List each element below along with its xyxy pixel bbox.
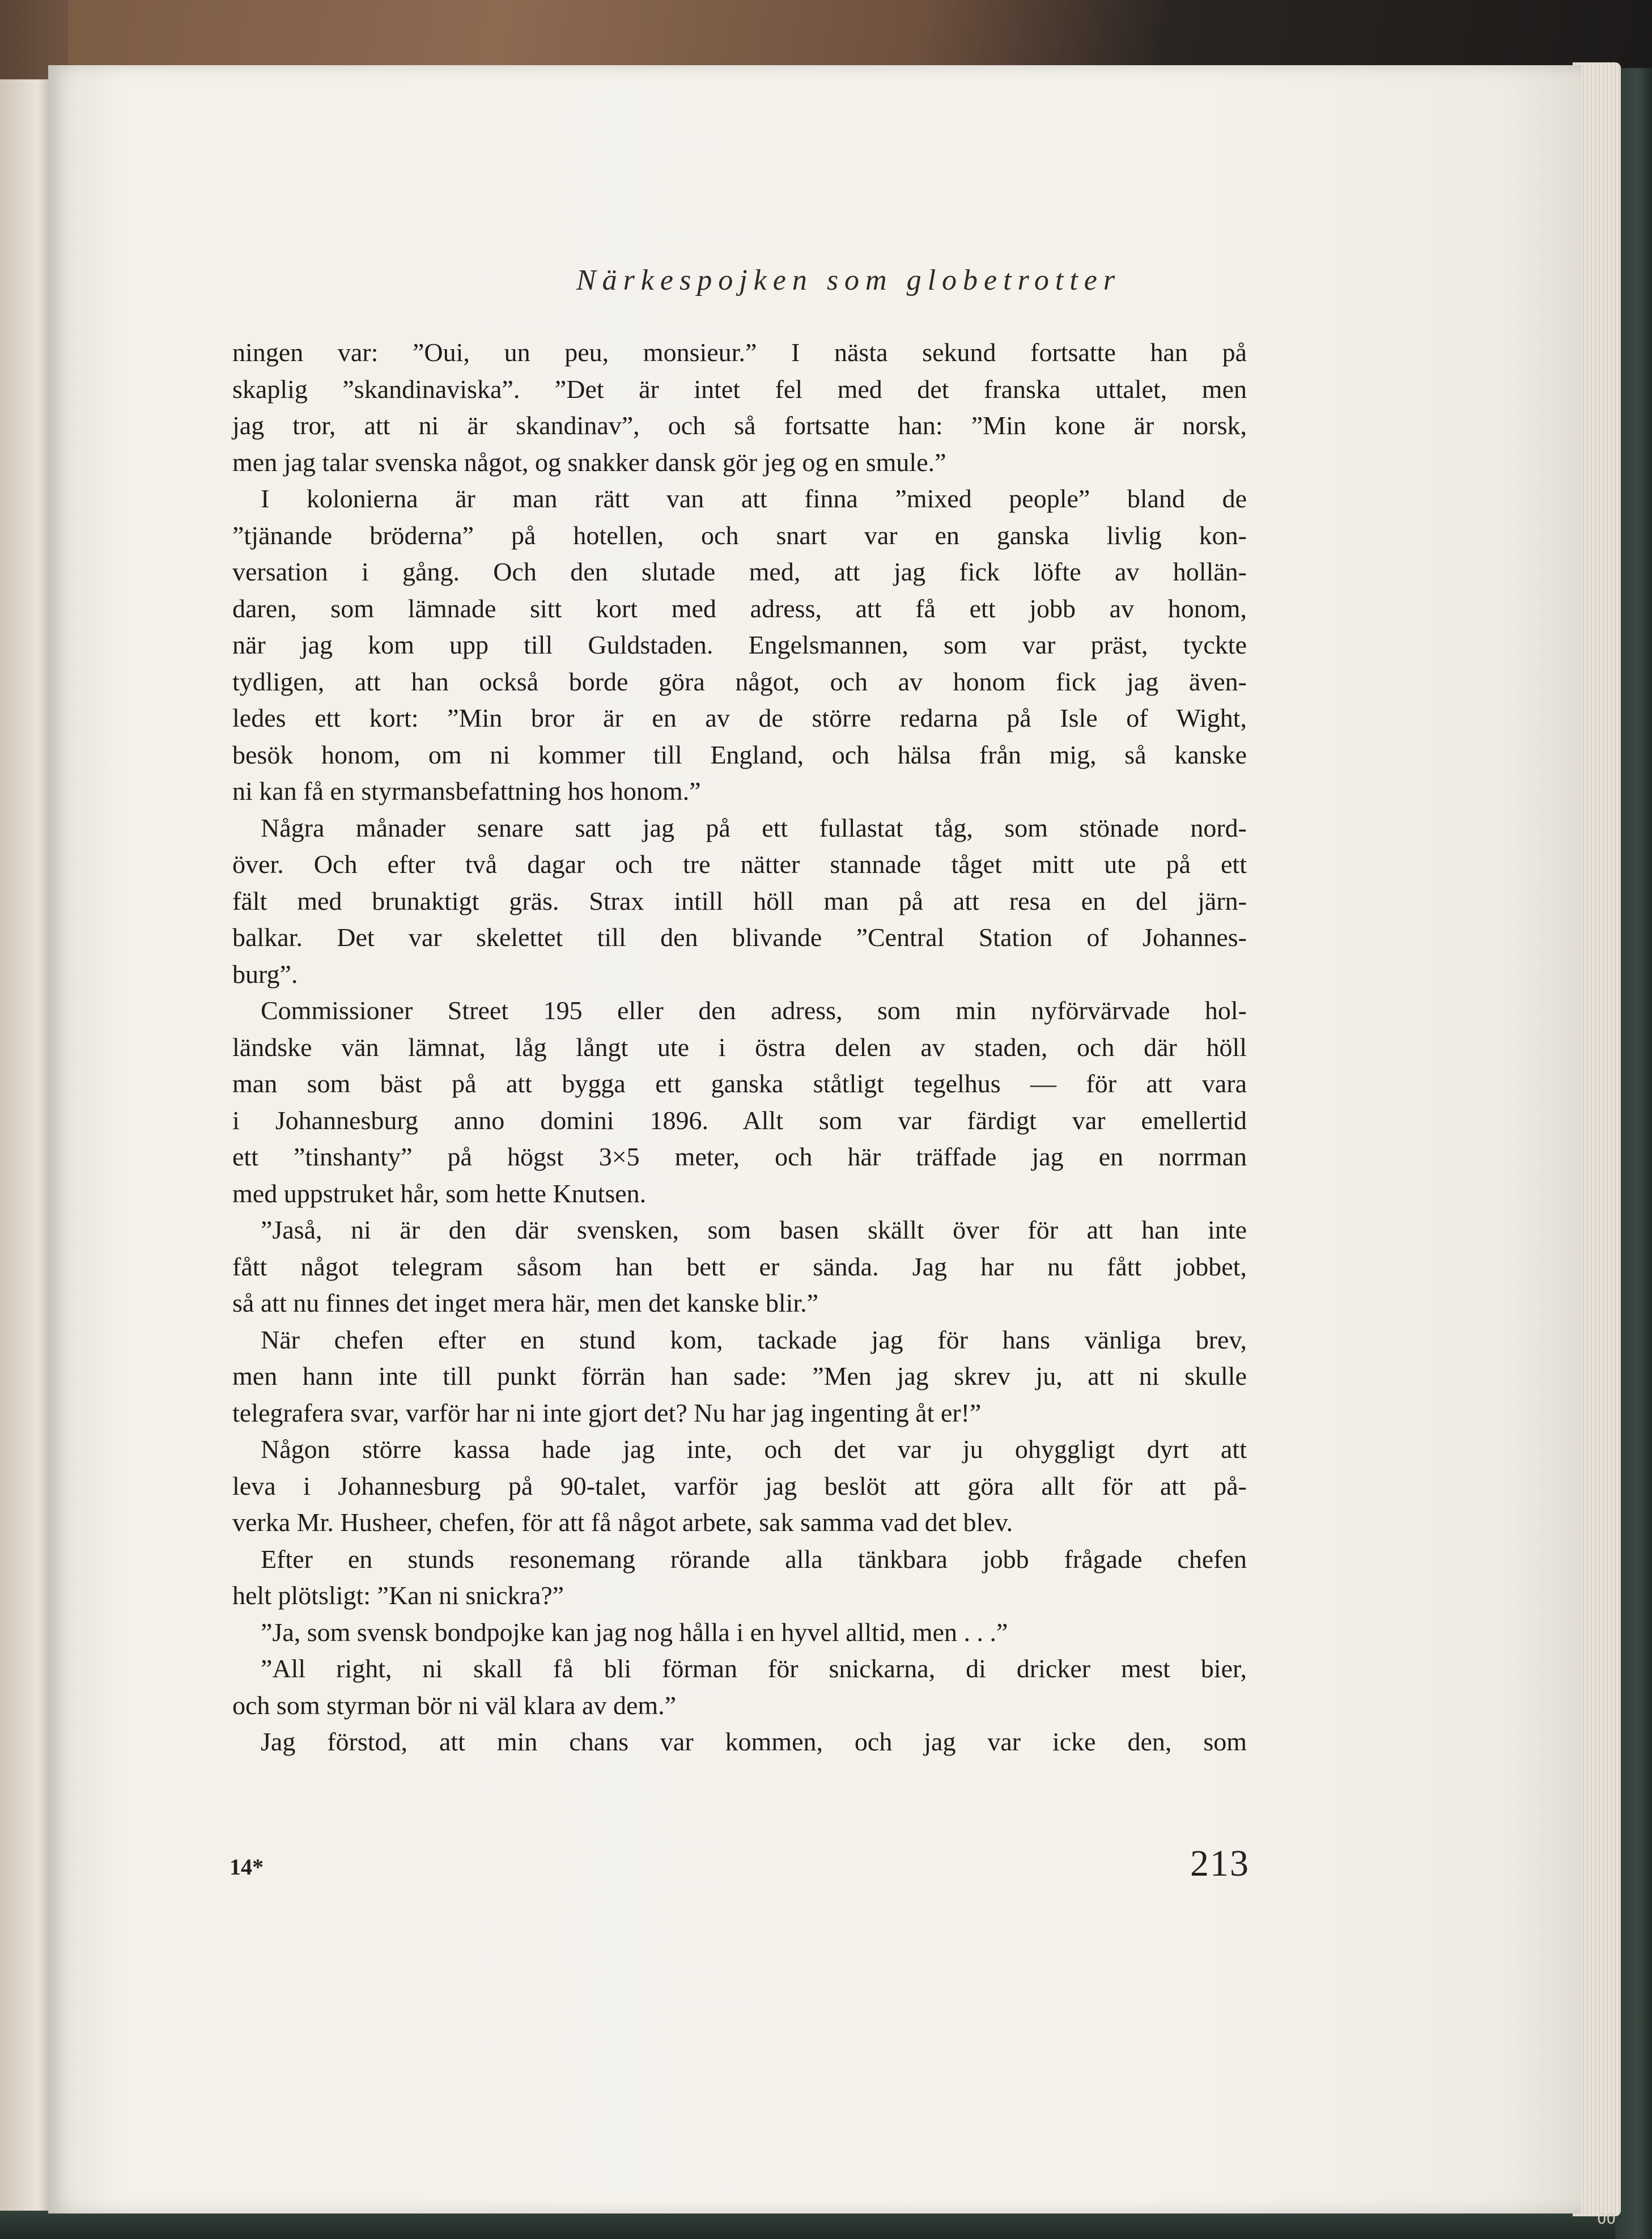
text-line: så att nu finnes det inget mera här, men det kanske blir.” — [232, 1288, 819, 1317]
text-line: burg”. — [232, 959, 298, 989]
text-line: ”tjänande bröderna” på hotellen, och snart var en ganska livlig kon- — [232, 520, 1247, 550]
text-line: när jag kom upp till Guldstaden. Engelsmannen, som var präst, tyckte — [232, 630, 1247, 659]
running-head: Närkespojken som globetrotter — [576, 264, 1122, 296]
text-line: ”Ja, som svensk bondpojke kan jag nog hålla i en hyvel alltid, men . . .” — [261, 1617, 1008, 1647]
text-line: ett ”tinshanty” på högst 3×5 meter, och här träffade jag en norrman — [232, 1142, 1247, 1171]
text-line: ledes ett kort: ”Min bror är en av de större redarna på Isle of Wight, — [232, 703, 1247, 732]
text-line: tydligen, att han också borde göra något, och av honom fick jag även- — [232, 667, 1247, 696]
text-line: balkar. Det var skelettet till den blivande ”Central Station of Johannes- — [232, 923, 1247, 952]
text-line: Efter en stunds resonemang rörande alla tänkbara jobb frågade chefen — [261, 1544, 1247, 1574]
text-line: Jag förstod, att min chans var kommen, och jag var icke den, som — [261, 1727, 1247, 1756]
book-page — [48, 65, 1581, 2213]
text-line: men jag talar svenska något, og snakker dansk gör jeg og en smule.” — [232, 447, 946, 477]
text-line: i Johannesburg anno domini 1896. Allt som var färdigt var emellertid — [232, 1105, 1247, 1135]
text-line: versation i gång. Och den slutade med, att jag fick löfte av hollän- — [232, 557, 1247, 586]
text-line: skaplig ”skandinaviska”. ”Det är intet fel med det franska uttalet, men — [232, 374, 1247, 404]
text-line: ländske vän lämnat, låg långt ute i östra delen av staden, och där höll — [232, 1032, 1247, 1062]
text-line: Någon större kassa hade jag inte, och det var ju ohyggligt dyrt att — [261, 1435, 1247, 1464]
text-line: daren, som lämnade sitt kort med adress, att få ett jobb av honom, — [232, 593, 1247, 623]
text-line: jag tror, att ni är skandinav”, och så fortsatte han: ”Min kone är norsk, — [232, 411, 1247, 440]
body-text — [232, 334, 1247, 1761]
text-line: med uppstruket hår, som hette Knutsen. — [232, 1178, 647, 1208]
text-line: helt plötsligt: ”Kan ni snickra?” — [232, 1581, 564, 1610]
text-line: leva i Johannesburg på 90-talet, varför jag beslöt att göra allt för att på- — [232, 1471, 1247, 1500]
page-number: 213 — [1190, 1843, 1250, 1884]
text-line: Commissioner Street 195 eller den adress, som min nyförvärvade hol- — [261, 996, 1247, 1025]
text-line: fält med brunaktigt gräs. Strax intill höll man på att resa en del järn- — [232, 886, 1247, 915]
text-line: När chefen efter en stund kom, tackade jag för hans vänliga brev, — [261, 1325, 1247, 1354]
signature-mark: 14* — [230, 1854, 264, 1880]
text-line: ”All right, ni skall få bli förman för snickarna, di dricker mest bier, — [261, 1654, 1247, 1683]
text-line: man som bäst på att bygga ett ganska ståtligt tegelhus — för att vara — [232, 1069, 1247, 1098]
text-line: telegrafera svar, varför har ni inte gjort det? Nu har jag ingenting åt er!” — [232, 1398, 982, 1427]
text-line: fått något telegram såsom han bett er sända. Jag har nu fått jobbet, — [232, 1252, 1247, 1281]
left-page-edge — [0, 79, 54, 2211]
text-line: över. Och efter två dagar och tre nätter stannade tåget mitt ute på ett — [232, 850, 1247, 879]
text-line: I kolonierna är man rätt van att finna ”mixed people” bland de — [261, 484, 1247, 513]
text-line: ningen var: ”Oui, un peu, monsieur.” I nästa sekund fortsatte han på — [232, 338, 1247, 367]
text-line: men hann inte till punkt förrän han sade: ”Men jag skrev ju, att ni skulle — [232, 1362, 1247, 1390]
text-line: besök honom, om ni kommer till England, och hälsa från mig, så kanske — [232, 740, 1247, 769]
text-line: och som styrman bör ni väl klara av dem.” — [232, 1690, 677, 1720]
text-line: verka Mr. Husheer, chefen, för att få något arbete, sak samma vad det blev. — [232, 1508, 1013, 1537]
text-line: Några månader senare satt jag på ett fullastat tåg, som stönade nord- — [261, 813, 1247, 842]
text-line: ni kan få en styrmansbefattning hos honom.” — [232, 777, 701, 805]
text-line: ”Jaså, ni är den där svensken, som basen skällt över för att han inte — [261, 1215, 1247, 1244]
corner-mark: 00 — [1597, 2211, 1616, 2228]
